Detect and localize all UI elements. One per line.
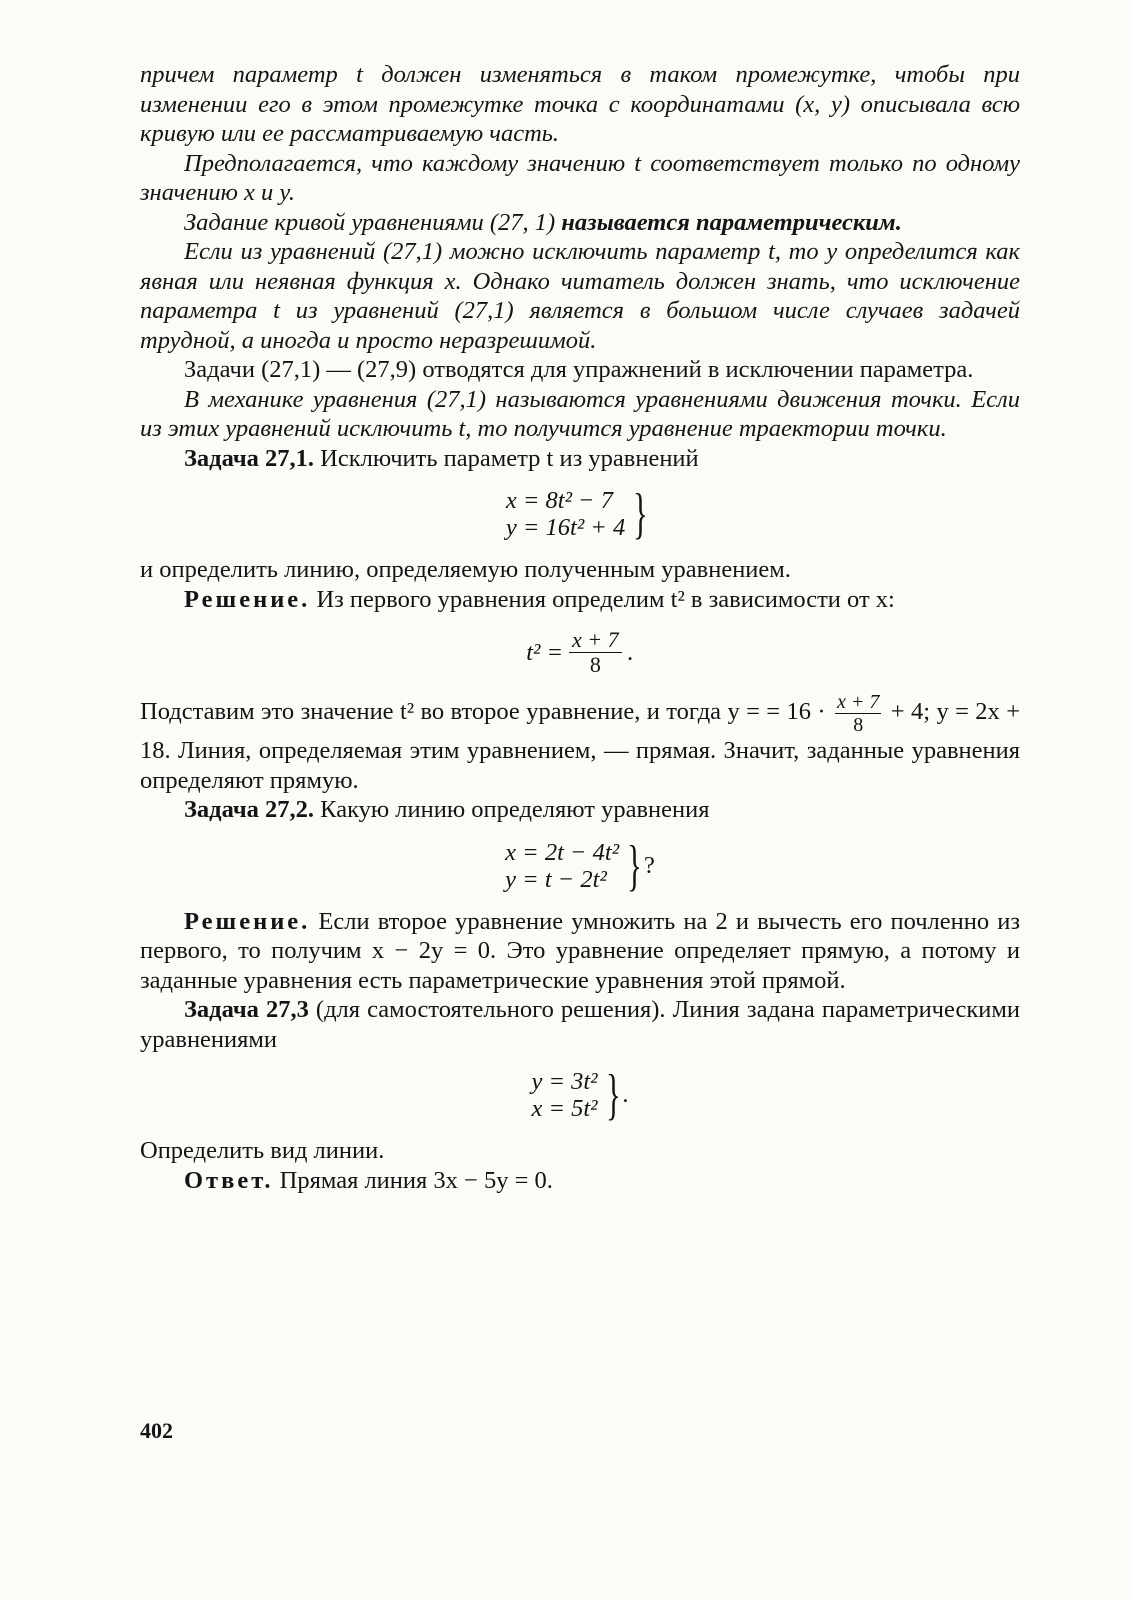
problem-27-1-continuation: и определить линию, определяемую полученным уравнением.	[140, 556, 791, 583]
period: .	[622, 1081, 629, 1109]
equation-line: y = t − 2t²	[505, 865, 607, 893]
paragraph-parameter-range: причем параметр t должен изменяться в таком промежутке, чтобы при изменении его в этом промежутке точка с координатами (x, y) описывала всю кривую или ее рассматриваемую часть.	[140, 61, 1020, 147]
equation-system-27-2	[140, 834, 1020, 897]
fraction	[569, 628, 622, 677]
equation-system-27-1	[140, 483, 1020, 545]
answer-label: Ответ.	[184, 1166, 274, 1194]
problem-27-3	[140, 995, 1020, 1054]
fraction-denominator: 8	[853, 714, 864, 736]
solution-27-2	[140, 907, 1020, 996]
problem-label: Задача 27,1.	[184, 444, 315, 472]
equation-t-squared	[140, 628, 1020, 677]
equation-end: .	[627, 638, 634, 666]
answer-text: Прямая линия 3x − 5y = 0.	[273, 1166, 553, 1194]
right-brace: }	[633, 483, 649, 545]
substitution-rest: + 4; y = 2x + 18. Линия, определяемая этим уравнением, — прямая. Значит, заданные уравнения определяют прямую.	[140, 698, 1021, 794]
right-brace: }	[627, 834, 642, 897]
paragraph-exercises: Задачи (27,1) — (27,9) отводятся для упражнений в исключении параметра.	[184, 356, 974, 383]
problem-text: Исключить параметр t из уравнений	[314, 444, 699, 472]
solution-27-1	[140, 585, 1020, 615]
equation-line: x = 5t²	[531, 1095, 598, 1122]
answer-27-3	[140, 1166, 1020, 1196]
equation-line: x = 8t² − 7	[505, 487, 613, 514]
paragraph-mechanics: В механике уравнения (27,1) называются уравнениями движения точки. Если из этих уравнений исключить t, то получится уравнение траектории точки.	[140, 385, 1020, 442]
fraction-numerator: x + 7	[569, 628, 622, 653]
problem-label: Задача 27,2.	[184, 796, 315, 823]
fraction-numerator: x + 7	[837, 691, 880, 713]
page-number: 402	[140, 1418, 173, 1443]
problem-label: Задача 27,3	[184, 996, 309, 1023]
problem-27-1	[140, 444, 1020, 474]
solution-label: Решение.	[184, 907, 311, 935]
solution-label: Решение.	[184, 585, 311, 613]
definition-term: называется параметрическим.	[561, 208, 902, 236]
problem-text: (для самостоятельного решения). Линия задана параметрическими уравнениями	[140, 996, 1020, 1053]
paragraph-assumption: Предполагается, что каждому значению t соответствует только по одному значению x и y.	[140, 149, 1020, 206]
paragraph-elimination: Если из уравнений (27,1) можно исключить параметр t, то y определится как явная или неявная функция x. Однако читатель должен знать, что исключение параметра t из уравнений (27,1) является в большом числе случаев задачей трудной, а иногда и просто неразрешимой.	[140, 238, 1020, 354]
problem-27-3-continuation: Определить вид линии.	[140, 1137, 385, 1164]
equation-lhs: t² =	[526, 638, 564, 666]
substitution-lead: Подставим это значение t² во второе уравнение, и тогда y = = 16 ·	[140, 698, 826, 726]
page-body	[140, 60, 1020, 1195]
fraction-denominator: 8	[589, 652, 601, 677]
equation-system-27-3	[140, 1064, 1020, 1126]
right-brace: }	[605, 1064, 621, 1126]
problem-27-2	[140, 795, 1020, 825]
solution-text: Из первого уравнения определим t² в зависимости от x:	[310, 585, 895, 613]
definition-lead: Задание кривой уравнениями (27, 1)	[184, 208, 562, 236]
paragraph-substitution	[140, 691, 1020, 795]
equation-line: x = 2t − 4t²	[505, 838, 620, 866]
question-mark: ?	[643, 851, 655, 879]
equation-line: y = 3t²	[531, 1068, 598, 1095]
inline-fraction	[835, 691, 881, 736]
paragraph-definition	[140, 208, 1020, 238]
problem-text: Какую линию определяют уравнения	[314, 796, 710, 823]
solution-text: Если второе уравнение умножить на 2 и вычесть его почленно из первого, то получим x − 2y = 0. Это уравнение определяет прямую, а потому и заданные уравнения есть параметрические уравнения этой прямой.	[140, 907, 1020, 994]
equation-line: y = 16t² + 4	[505, 514, 626, 541]
